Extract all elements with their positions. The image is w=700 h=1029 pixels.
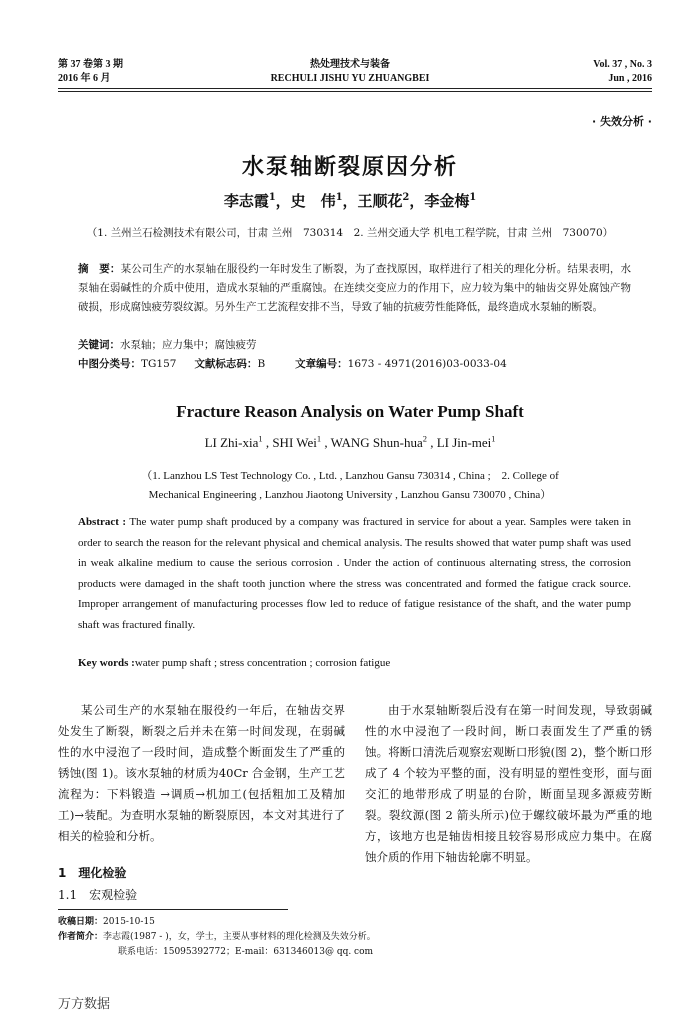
abstract-cn-text: 某公司生产的水泵轴在服役约一年时发生了断裂，为了查找原因，取样进行了相关的理化分析。结果表明，水泵轴在弱碱性的介质中使用，造成水泵轴的严重腐蚀。在连续交变应力的作用下，应力较为集中的轴齿交界处腐蚀产物破损，形成腐蚀疲劳裂纹源。另外生产工艺流程安排不当，导致了轴的抗疲劳性能降低，最终造成水泵轴的断裂。 [78, 263, 632, 313]
authors-cn: 李志霞$^1$，史 伟$^1$，王顺花$^2$，李金梅$^1$ [223, 192, 477, 210]
watermark: 万方数据 [58, 997, 111, 1012]
keywords-cn [78, 336, 631, 355]
section-heading-1: 1 理化检验 [58, 866, 127, 880]
affiliation-en [80, 467, 620, 505]
article-no-label: 文章编号： [295, 358, 348, 370]
author-cn: 李志霞$^1$ [223, 192, 276, 210]
title-en: Fracture Reason Analysis on Water Pump Shaft [176, 402, 524, 421]
title-cn: 水泵轴断裂原因分析 [241, 155, 458, 180]
header-left [58, 58, 123, 86]
header-date-en: Jun , 2016 [608, 73, 652, 84]
author-cn: 史 伟$^1$ [290, 192, 343, 210]
body-right-para: 由于水泵轴断裂后没有在第一时间发现，导致弱碱性的水中浸泡了一段时间，断口表面发生了严重的锈蚀。将断口清洗后观察宏观断口形貌(图 2)，整个断口形成了 4 个较为平整的面，没有明显的塑性变形，面与面交汇的地带形成了明显的台阶，断面呈现多源疲劳断裂。裂纹源(图 2 箭头所示)位于螺纹破坏最为严重的地方，该地方也是轴齿相接且较容易形成应力集中。在腐蚀介质的作用下轴齿轮廓不明显。 [365, 703, 652, 864]
header-center [250, 58, 450, 86]
doc-code-value: B [257, 358, 266, 370]
abstract-cn-label: 摘 要： [78, 263, 121, 275]
section-heading-1-1: 1.1 宏观检验 [58, 888, 138, 902]
article-no-value: 1673 - 4971(2016)03-0033-04 [347, 358, 507, 370]
doc-code-label: 文献标志码： [194, 358, 258, 370]
affiliation-en-line2: Mechanical Engineering , Lanzhou Jiaotong University , Lanzhou Gansu 730070 , China） [148, 489, 552, 501]
author-en: LI Jin-mei$^1$ [436, 433, 496, 450]
author-en: SHI Wei$^1$ [272, 433, 322, 450]
keywords-en [78, 653, 631, 674]
received-line [58, 915, 652, 930]
abstract-en-label: Abstract : [78, 516, 127, 528]
header-vol-en: Vol. 37 , No. 3 [593, 59, 652, 70]
keywords-cn-label: 关键词： [78, 339, 120, 351]
section-label: · 失效分析 · [591, 115, 652, 128]
keywords-cn-text: 水泵轴；应力集中；腐蚀疲劳 [120, 339, 257, 351]
header-rule [58, 88, 652, 89]
contact-line: 联系电话：15095392772；E-mail：631346013@ qq. com [118, 947, 374, 957]
abstract-cn [78, 260, 631, 317]
journal-name-cn: 热处理技术与装备 [310, 59, 390, 70]
author-bio-line [58, 930, 652, 945]
abstract-en-text: The water pump shaft produced by a company was fractured in service for about a year. Samples were taken in order to search the reason for the relevant physical and chemical analysis. The results showed that water pump shaft was used in weak alkaline medium to cause the serious corrosion . Under the action of continuous alternating stress, the corrosion products were damaged in the shaft tooth junction where the stress was concentrated and formed the fatigue crack source. Improper arrangement of manufacturing processes flow led to reduce of fatigue resistance of the shaft, and the water pump shaft was fractured finally. [78, 516, 631, 631]
author-cn: 王顺花$^2$ [357, 192, 410, 210]
keywords-en-label: Key words : [78, 657, 135, 669]
received-label: 收稿日期： [58, 917, 104, 927]
author-bio-text: 李志霞(1987 - )，女，学士，主要从事材料的理化检测及失效分析。 [103, 932, 376, 942]
author-en: LI Zhi-xia$^1$ [204, 433, 263, 450]
keywords-en-text: water pump shaft ; stress concentration ; corrosion fatigue [134, 657, 391, 669]
author-en: WANG Shun-hua$^2$ [330, 433, 427, 450]
header-date: 2016 年 6 月 [58, 73, 111, 84]
authors-en: LI Zhi-xia$^1$ , SHI Wei$^1$ , WANG Shun-hua$^2$ , LI Jin-mei$^1$ [204, 433, 496, 450]
body-left-intro: 某公司生产的水泵轴在服役约一年后，在轴齿交界处发生了断裂，断裂之后并未在第一时间发现，在弱碱性的水中浸泡了一段时间，造成整个断面发生了严重的锈蚀(图 1)。该水泵轴的材质为40Cr 合金钢，生产工艺流程为：下料锻造 →调质→机加工(包括粗加工及精加工)→装配。为查明水泵轴的断裂原因，本文对其进行了相关的检验和分析。 [58, 703, 345, 843]
author-cn: 李金梅$^1$ [424, 192, 477, 210]
header-volume-issue: 第 37 卷第 3 期 [58, 59, 123, 70]
received-value: 2015-10-15 [103, 917, 155, 927]
clc-label: 中图分类号： [78, 358, 141, 370]
footnote-rule [58, 909, 288, 910]
classification-line [78, 355, 631, 374]
abstract-en [78, 512, 631, 635]
clc-value: TG157 [141, 358, 177, 370]
affiliation-cn: （1. 兰州兰石检测技术有限公司，甘肃 兰州 730314 2. 兰州交通大学 机电工程学院，甘肃 兰州 730070） [86, 227, 614, 239]
header-right [593, 58, 652, 86]
footnote [58, 915, 652, 960]
affiliation-en-line1: （1. Lanzhou LS Test Technology Co. , Ltd. , Lanzhou Gansu 730314 , China ; 2. College of [141, 470, 559, 482]
author-bio-label: 作者简介： [58, 932, 104, 942]
journal-name-pinyin: RECHULI JISHU YU ZHUANGBEI [270, 73, 430, 84]
header-rule-2 [58, 91, 652, 92]
